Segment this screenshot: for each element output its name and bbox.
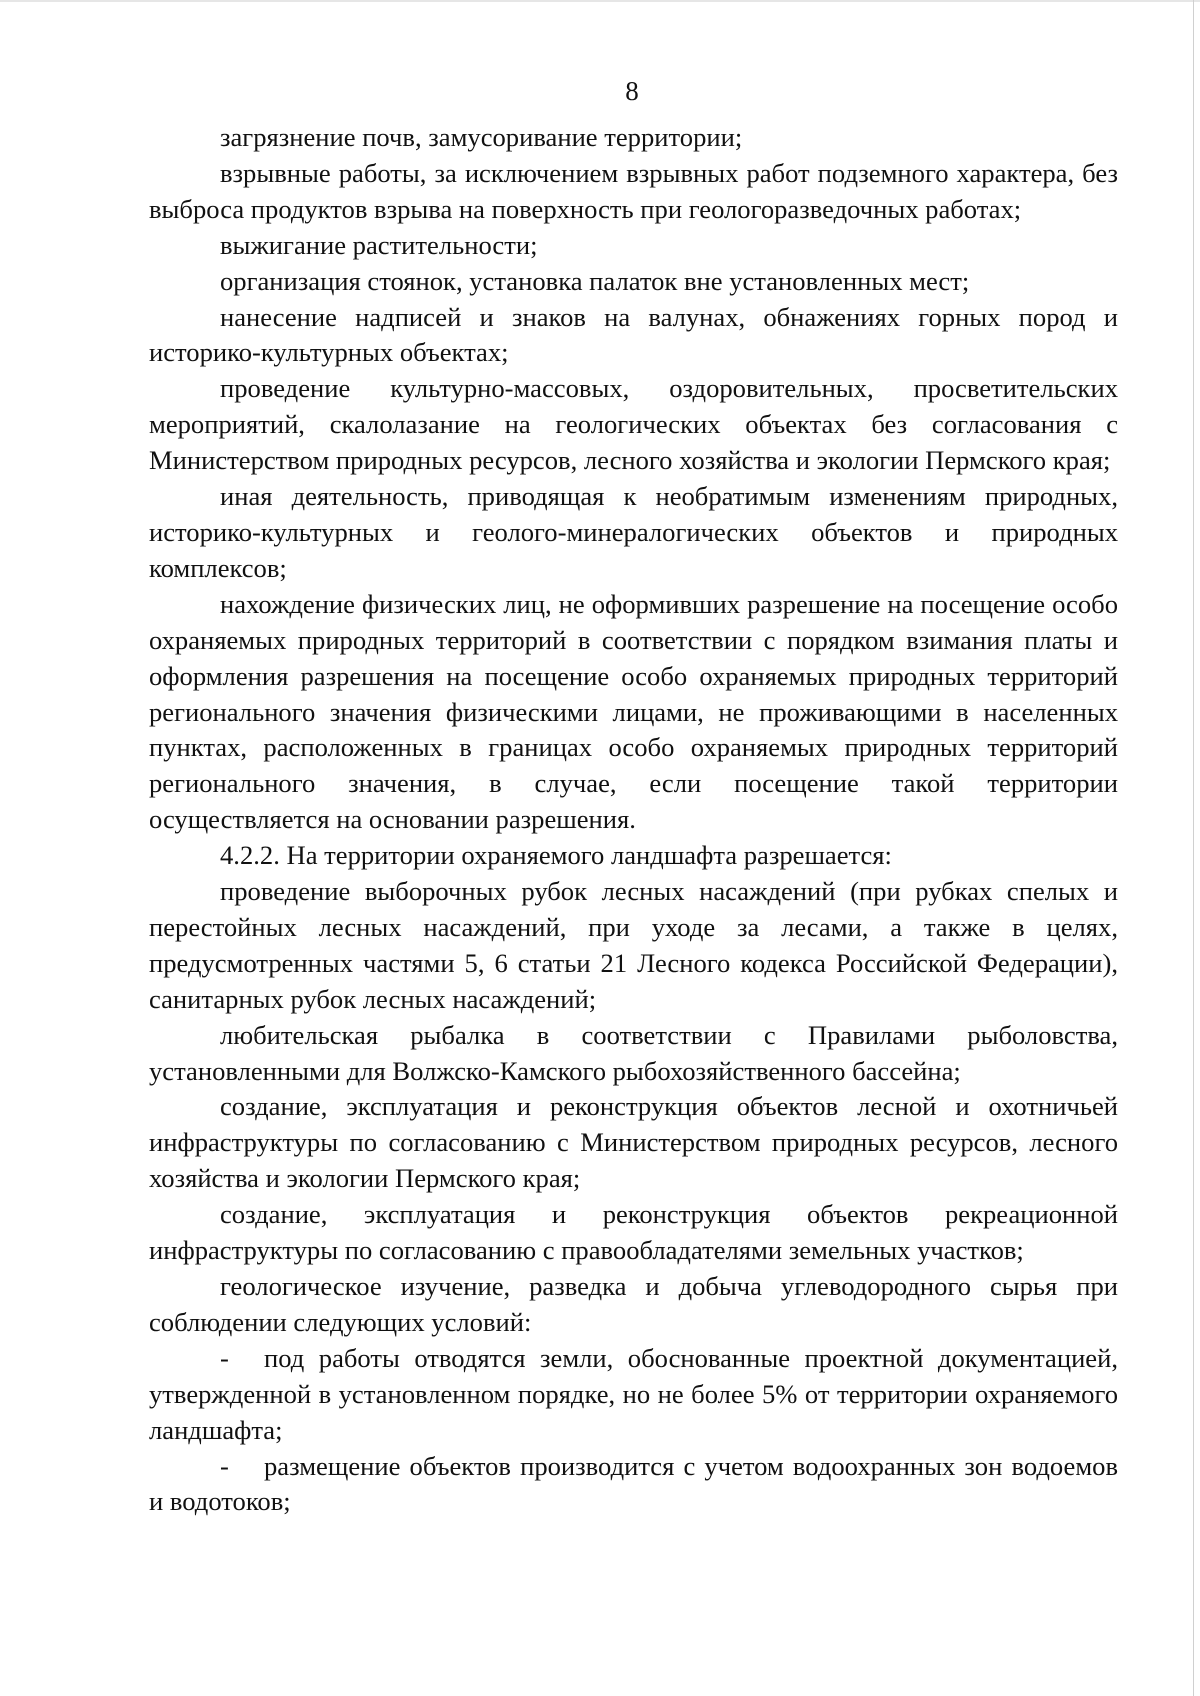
section-heading-4-2-2: 4.2.2. На территории охраняемого ландшафта разрешается: (220, 840, 892, 871)
paragraph: нахождение физических лиц, не оформивших разрешение на посещение особо охраняемых природных территорий в соответствии с порядком взимания платы и оформления разрешения на посещение особо охраняемых природных территорий регионального значения физическими лицами, не проживающими в населенных пунктах, расположенных в границах особо охраняемых природных территорий регионального значения, в случае, если посещение такой территории осуществляется на основании разрешения. (149, 588, 1118, 835)
paragraph: организация стоянок, установка палаток вне установленных мест; (220, 265, 970, 296)
document-body (149, 120, 1118, 1520)
paragraph: создание, эксплуатация и реконструкция объектов лесной и охотничьей инфраструктуры по согласованию с Министерством природных ресурсов, лесного хозяйства и экологии Пермского края; (149, 1091, 1118, 1194)
dash-item-text: под работы отводятся земли, обоснованные проектной документацией, утвержденной в установленном порядке, но не более 5% от территории охраняемого ландшафта; (149, 1342, 1118, 1445)
dash-list-item (149, 1449, 1118, 1521)
paragraph: проведение культурно-массовых, оздоровительных, просветительских мероприятий, скалолазание на геологических объектах без согласования с Министерством природных ресурсов, лесного хозяйства и экологии Пермского края; (149, 373, 1118, 476)
paragraph: выжигание растительности; (220, 229, 538, 260)
paragraph: загрязнение почв, замусоривание территории; (220, 122, 743, 152)
paragraph: любительская рыбалка в соответствии с Правилами рыболовства, установленными для Волжско-Камского рыбохозяйственного бассейна; (149, 1019, 1118, 1086)
dash-item-text: размещение объектов производится с учетом водоохранных зон водоемов и водотоков; (149, 1450, 1118, 1517)
paragraph: нанесение надписей и знаков на валунах, обнажениях горных пород и историко-культурных объектах; (149, 301, 1118, 368)
scan-edge-top (0, 0, 1200, 2)
dash-marker: - (220, 1450, 229, 1481)
scan-edge-right (1193, 0, 1194, 1696)
paragraph: взрывные работы, за исключением взрывных работ подземного характера, без выброса продуктов взрыва на поверхность при геологоразведочных работах; (149, 157, 1118, 224)
dash-list-item (149, 1341, 1118, 1449)
paragraph: создание, эксплуатация и реконструкция объектов рекреационной инфраструктуры по согласованию с правообладателями земельных участков; (149, 1199, 1118, 1266)
paragraph: проведение выборочных рубок лесных насаждений (при рубках спелых и перестойных лесных насаждений, при уходе за лесами, а также в целях, предусмотренных частями 5, 6 статьи 21 Лесного кодекса Российской Федерации), санитарных рубок лесных насаждений; (149, 876, 1118, 1014)
dash-marker: - (220, 1342, 229, 1373)
paragraph: геологическое изучение, разведка и добыча углеводородного сырья при соблюдении следующих условий: (149, 1271, 1118, 1337)
page-number: 8 (625, 76, 639, 106)
paragraph: иная деятельность, приводящая к необратимым изменениям природных, историко-культурных и геолого-минералогических объектов и природных комплексов; (149, 481, 1118, 583)
